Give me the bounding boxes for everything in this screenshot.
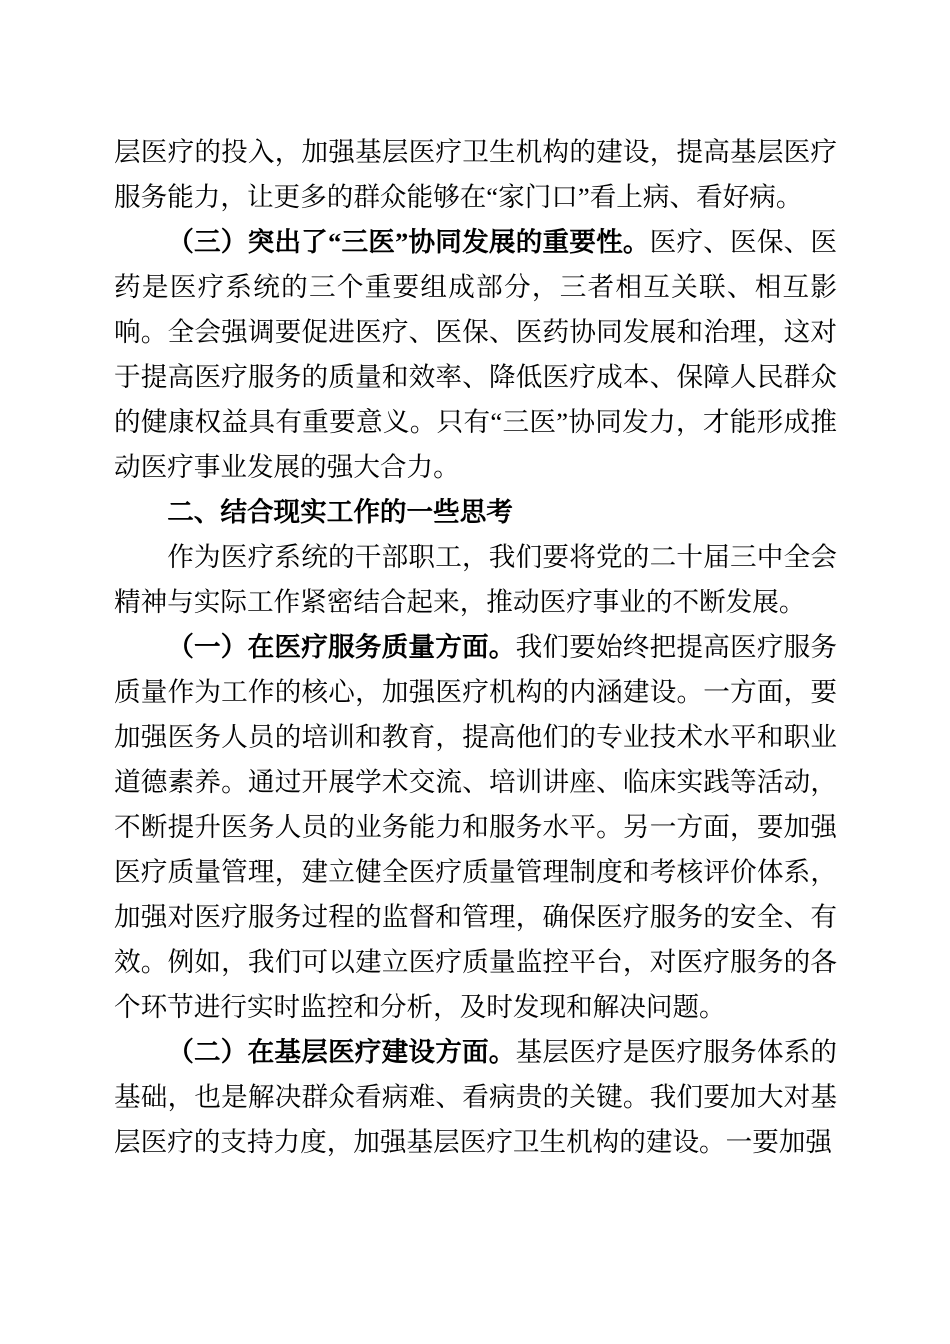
text-run-bold: （二）在基层医疗建设方面。: [167, 1037, 516, 1067]
section-heading-two: [114, 490, 837, 535]
text-run: 作为医疗系统的干部职工，我们要将党的二十届三中全会精神与实际工作紧密结合起来，推动医疗事业的不断发展。: [114, 542, 837, 617]
paragraph-continuation: [114, 130, 837, 220]
text-run-bold: （三）突出了“三医”协同发展的重要性。: [167, 227, 650, 257]
text-run-bold: （一）在医疗服务质量方面。: [167, 632, 516, 662]
text-run-bold: 二、结合现实工作的一些思考: [167, 497, 513, 527]
document-body: [114, 130, 837, 1165]
text-run: 我们要始终把提高医疗服务质量作为工作的核心，加强医疗机构的内涵建设。一方面，要加强医务人员的培训和教育，提高他们的专业技术水平和职业道德素养。通过开展学术交流、培训讲座、临床实践等活动，不断提升医务人员的业务能力和服务水平。另一方面，要加强医疗质量管理，建立健全医疗质量管理制度和考核评价体系，加强对医疗服务过程的监督和管理，确保医疗服务的安全、有效。例如，我们可以建立医疗质量监控平台，对医疗服务的各个环节进行实时监控和分析，及时发现和解决问题。: [114, 632, 838, 1022]
paragraph-point-one: [114, 625, 837, 1030]
paragraph-point-three: [114, 220, 837, 490]
text-run: 层医疗的投入，加强基层医疗卫生机构的建设，提高基层医疗服务能力，让更多的群众能够在“家门口”看上病、看好病。: [114, 137, 837, 212]
text-run: 医疗、医保、医药是医疗系统的三个重要组成部分，三者相互关联、相互影响。全会强调要促进医疗、医保、医药协同发展和治理，这对于提高医疗服务的质量和效率、降低医疗成本、保障人民群众的健康权益具有重要意义。只有“三医”协同发力，才能形成推动医疗事业发展的强大合力。: [114, 227, 838, 482]
text-run: 基层医疗是医疗服务体系的基础，也是解决群众看病难、看病贵的关键。我们要加大对基层医疗的支持力度，加强基层医疗卫生机构的建设。一要加强: [114, 1037, 838, 1157]
paragraph-intro: [114, 535, 837, 625]
paragraph-point-two: [114, 1030, 837, 1165]
